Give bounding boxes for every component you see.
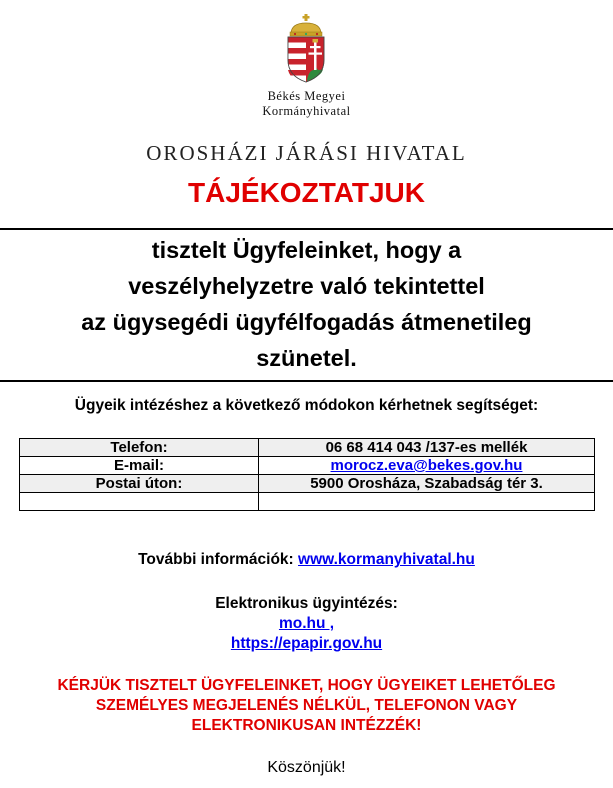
empty-cell xyxy=(20,493,259,511)
more-info-label: További információk: xyxy=(138,551,299,568)
thanks-text: Köszönjük! xyxy=(267,759,346,776)
divider-top xyxy=(0,228,613,230)
more-info xyxy=(0,551,613,569)
main-message-line: szünetel. xyxy=(256,345,357,371)
warning-line: SZEMÉLYES MEGJELENÉS NÉLKÜL, TELEFONON VAGY xyxy=(95,697,518,714)
main-message-line: az ügysegédi ügyfélfogadás átmenetileg xyxy=(81,309,532,335)
contact-label: E-mail: xyxy=(20,457,259,475)
electronic-label: Elektronikus ügyintézés: xyxy=(215,595,398,612)
table-row xyxy=(20,439,595,457)
main-message-line: veszélyhelyzetre való tekintettel xyxy=(128,273,485,299)
table-row xyxy=(20,457,595,475)
org-name-line2: Kormányhivatal xyxy=(262,104,351,118)
kormanyhivatal-link[interactable]: www.kormanyhivatal.hu xyxy=(298,551,475,568)
electronic-link-row xyxy=(0,635,613,653)
table-row xyxy=(20,475,595,493)
epapir-link[interactable]: https://epapir.gov.hu xyxy=(230,635,383,652)
contact-table xyxy=(19,438,595,511)
table-row xyxy=(20,493,595,511)
notice-heading: TÁJÉKOZTATJUK xyxy=(188,177,425,208)
email-link[interactable]: morocz.eva@bekes.gov.hu xyxy=(330,457,523,474)
coat-of-arms-icon xyxy=(283,14,329,84)
divider-bottom xyxy=(0,380,613,382)
warning-message xyxy=(10,676,603,736)
mohu-link[interactable]: mo.hu , xyxy=(278,615,335,632)
org-name-line1: Békés Megyei xyxy=(267,89,346,103)
contact-label: Postai úton: xyxy=(20,475,259,493)
main-message xyxy=(10,232,603,376)
main-message-line: tisztelt Ügyfeleinket, hogy a xyxy=(151,237,462,263)
electronic-link-row xyxy=(0,615,613,633)
contact-value: 5900 Orosháza, Szabadság tér 3. xyxy=(259,475,595,493)
contact-value xyxy=(259,457,595,475)
office-title: OROSHÁZI JÁRÁSI HIVATAL xyxy=(146,141,467,165)
warning-line: KÉRJÜK TISZTELT ÜGYFELEINKET, HOGY ÜGYEIKET LEHETŐLEG xyxy=(57,677,556,694)
empty-cell xyxy=(259,493,595,511)
contact-intro: Ügyeik intézéshez a következő módokon kérhetnek segítséget: xyxy=(74,397,539,414)
contact-value: 06 68 414 043 /137-es mellék xyxy=(259,439,595,457)
warning-line: ELEKTRONIKUSAN INTÉZZÉK! xyxy=(191,717,422,734)
contact-label: Telefon: xyxy=(20,439,259,457)
